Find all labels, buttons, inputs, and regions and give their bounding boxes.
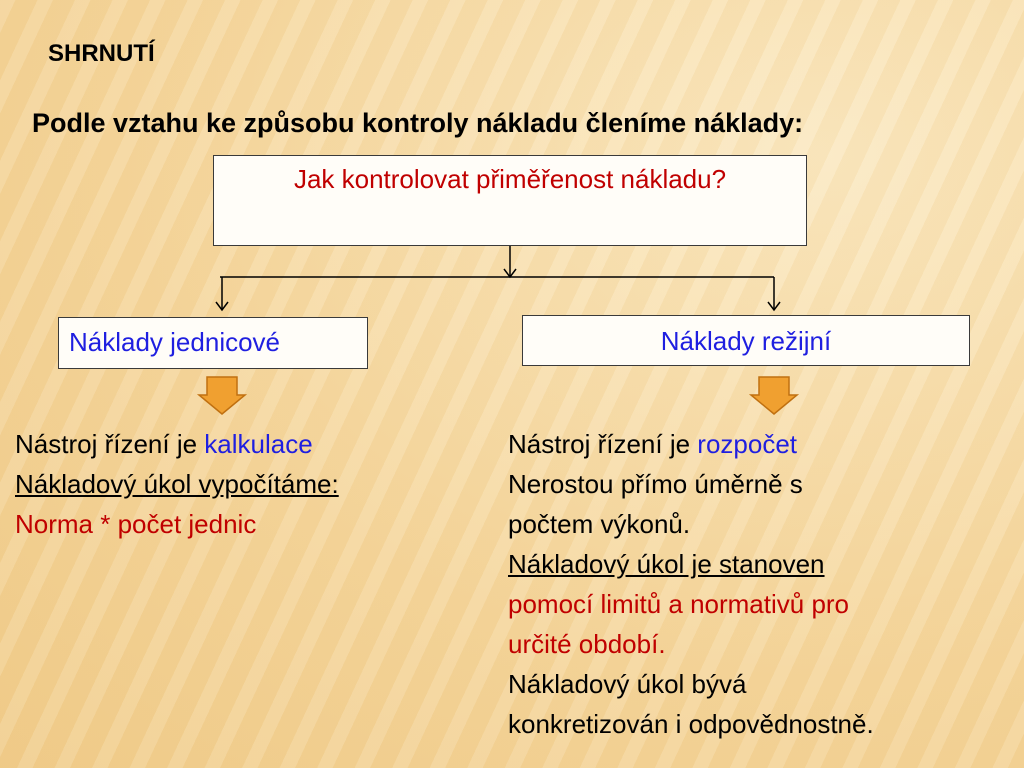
tool-line [508, 424, 874, 464]
task-label: Nákladový úkol vypočítáme: [15, 469, 339, 499]
description-line: počtem výkonů. [508, 509, 691, 539]
limits-line: určité období. [508, 629, 666, 659]
tool-prefix: Nástroj řízení je [508, 429, 698, 459]
tool-prefix: Nástroj řízení je [15, 429, 205, 459]
overhead-costs-label: Náklady režijní [660, 326, 832, 356]
formula: Norma * počet jednic [15, 509, 257, 539]
unit-costs-box [58, 317, 368, 369]
overhead-costs-description [508, 424, 874, 744]
unit-costs-label: Náklady jednicové [69, 327, 281, 357]
question-box [213, 155, 807, 246]
question-text: Jak kontrolovat přiměřenost nákladu? [293, 164, 727, 194]
down-arrow-icon [751, 377, 797, 414]
overhead-costs-box [522, 315, 970, 366]
tool-value: kalkulace [204, 429, 313, 459]
down-arrow-icon [199, 377, 245, 414]
limits-line: pomocí limitů a normativů pro [508, 589, 850, 619]
slide-heading: SHRNUTÍ [48, 40, 155, 67]
description-line: Nerostou přímo úměrně s [508, 469, 803, 499]
concrete-line: konkretizován i odpovědnostně. [508, 709, 874, 739]
tool-value: rozpočet [697, 429, 798, 459]
task-label: Nákladový úkol je stanoven [508, 549, 825, 579]
concrete-line: Nákladový úkol bývá [508, 669, 747, 699]
unit-costs-description [15, 424, 339, 544]
tool-line [15, 424, 339, 464]
slide-subtitle: Podle vztahu ke způsobu kontroly nákladu členíme náklady: [32, 108, 804, 138]
